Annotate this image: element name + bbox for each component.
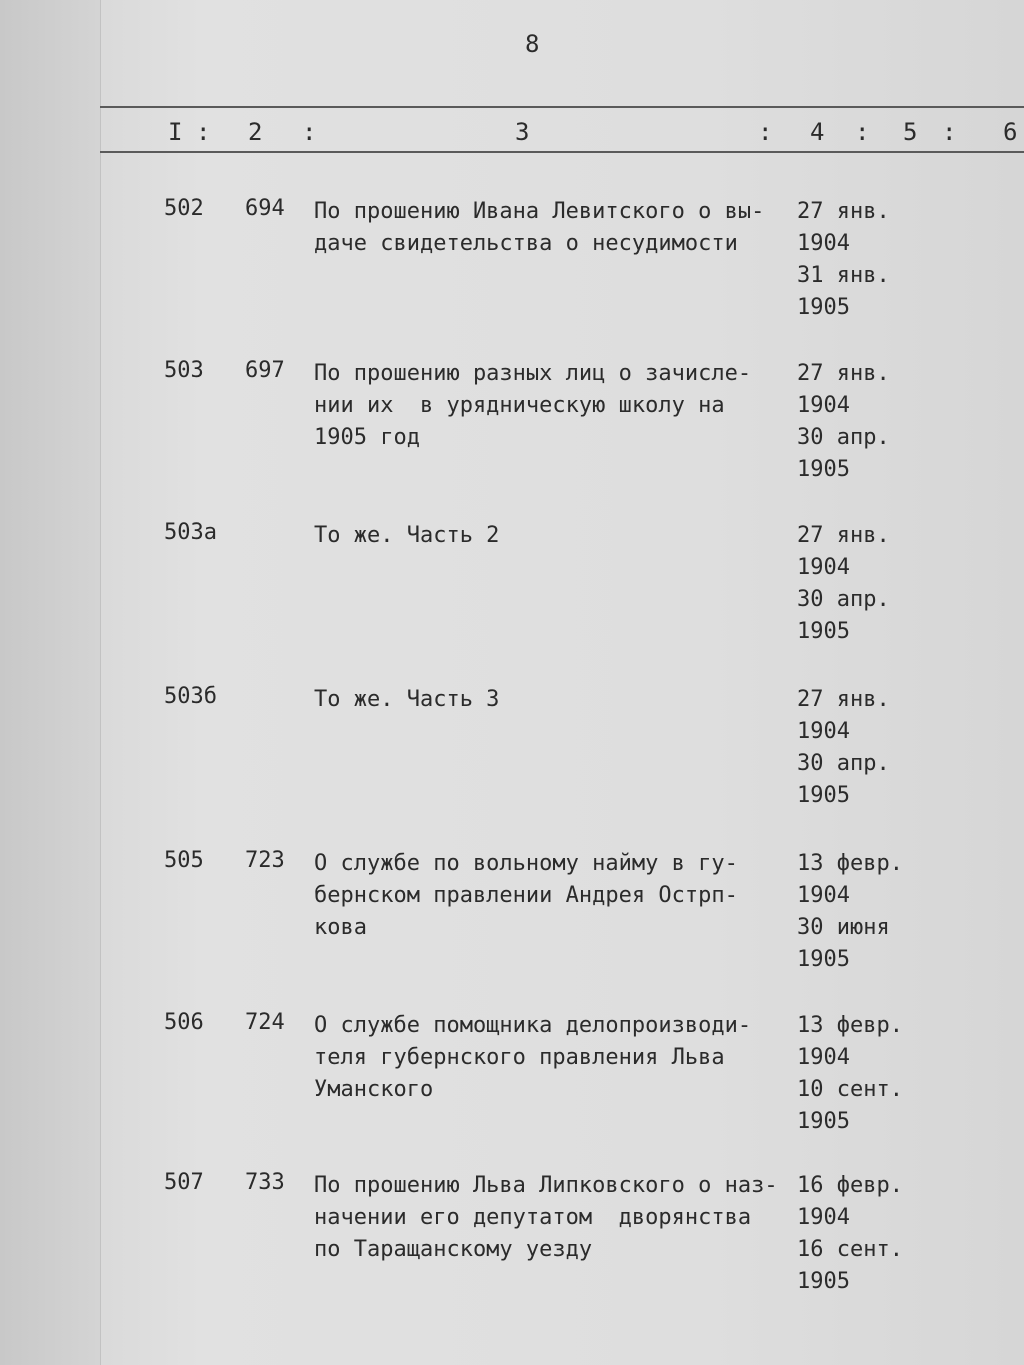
previous-page-edge [0,0,101,1365]
record-number: 503а [164,520,217,545]
header-col-3: 3 [515,118,530,146]
end-year: 1905 [797,1269,850,1294]
record-number: 507 [164,1170,204,1195]
record-dates [797,1170,903,1298]
title-line: О службе помощника делопроизводи- [314,1013,752,1038]
header-separator: : [942,118,957,146]
start-year: 1904 [797,555,850,580]
end-date: 10 сент. [797,1077,903,1102]
record-title [314,1170,778,1266]
end-date: 30 апр. [797,425,890,450]
record-dates [797,520,890,648]
end-date: 16 сент. [797,1237,903,1262]
start-date: 13 февр. [797,851,903,876]
file-number: 694 [245,196,285,221]
start-date: 13 февр. [797,1013,903,1038]
end-year: 1905 [797,1109,850,1134]
start-year: 1904 [797,231,850,256]
record-dates [797,1010,903,1138]
title-line: по Таращанскому уезду [314,1237,593,1262]
start-date: 27 янв. [797,523,890,548]
end-date: 30 апр. [797,751,890,776]
record-number: 502 [164,196,204,221]
record-dates [797,358,890,486]
header-top-rule [100,106,1024,108]
title-line: То же. Часть 3 [314,687,500,712]
header-separator: : [855,118,870,146]
record-number: 503б [164,684,217,709]
record-title [314,196,774,260]
title-line: начении его депутатом дворянства [314,1205,752,1230]
start-date: 27 янв. [797,199,890,224]
record-title [314,358,774,454]
title-line: кова [314,915,367,940]
title-line: теля губернского правления Льва [314,1045,725,1070]
start-date: 27 янв. [797,361,890,386]
end-year: 1905 [797,783,850,808]
title-line: По прошению Ивана Левитского о вы- [314,199,765,224]
record-dates [797,684,890,812]
title-line: бернском правлении Андрея Острп- [314,883,738,908]
record-number: 505 [164,848,204,873]
file-number: 733 [245,1170,285,1195]
header-separator: : [196,118,211,146]
record-title [314,1010,774,1106]
title-line: По прошению разных лиц о зачисле- [314,361,752,386]
start-year: 1904 [797,883,850,908]
title-line: даче свидетельства о несудимости [314,231,738,256]
file-number: 723 [245,848,285,873]
title-line: То же. Часть 2 [314,523,500,548]
start-year: 1904 [797,1205,850,1230]
header-bottom-rule [100,151,1024,153]
record-dates [797,196,890,324]
start-year: 1904 [797,393,850,418]
record-title [314,520,774,552]
record-dates [797,848,903,976]
title-line: нии их в урядническую школу на [314,393,725,418]
file-number: 697 [245,358,285,383]
page-number: 8 [525,30,540,58]
start-year: 1904 [797,719,850,744]
end-year: 1905 [797,619,850,644]
start-year: 1904 [797,1045,850,1070]
end-year: 1905 [797,457,850,482]
end-year: 1905 [797,295,850,320]
header-col-4: 4 [810,118,825,146]
record-title [314,848,774,944]
header-col-6: 6 [1003,118,1018,146]
start-date: 27 янв. [797,687,890,712]
record-number: 503 [164,358,204,383]
header-col-2: 2 [248,118,263,146]
file-number: 724 [245,1010,285,1035]
title-line: Уманского [314,1077,434,1102]
record-title [314,684,774,716]
title-line: О службе по вольному найму в гу- [314,851,738,876]
record-number: 506 [164,1010,204,1035]
header-separator: : [302,118,317,146]
end-date: 30 апр. [797,587,890,612]
title-line: 1905 год [314,425,420,450]
end-year: 1905 [797,947,850,972]
header-col-1: I [168,118,183,146]
start-date: 16 февр. [797,1173,903,1198]
header-col-5: 5 [903,118,918,146]
end-date: 30 июня [797,915,890,940]
title-line: По прошению Льва Липковского о наз- [314,1173,778,1198]
end-date: 31 янв. [797,263,890,288]
header-separator: : [758,118,773,146]
